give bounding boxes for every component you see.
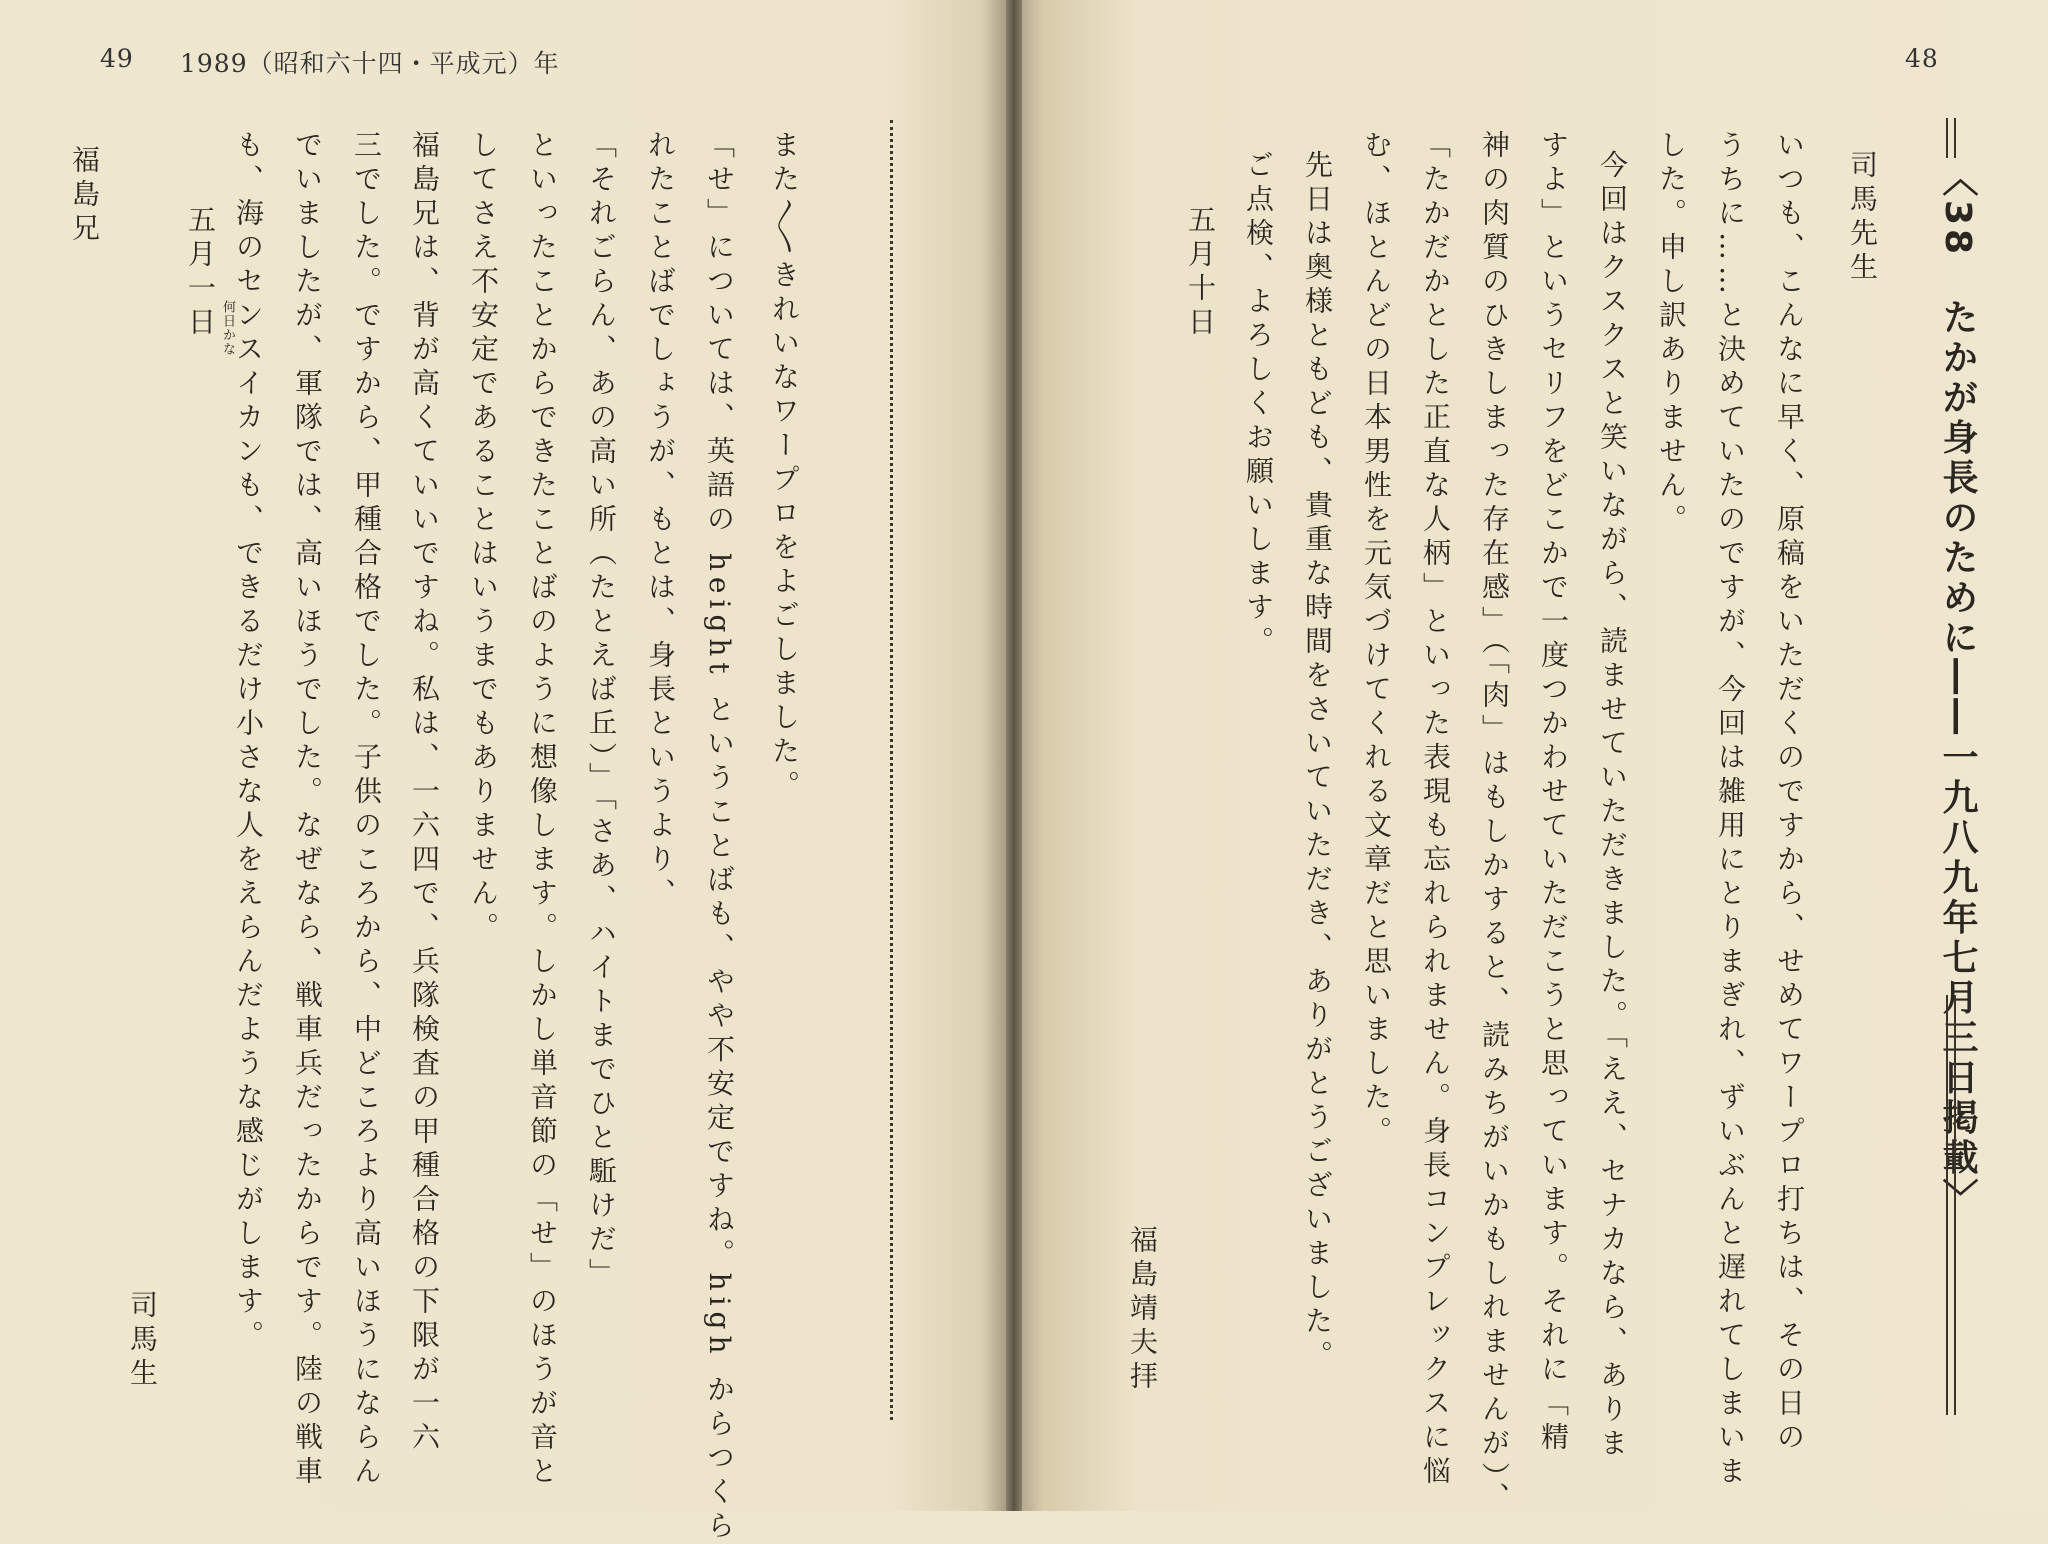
right-text-line: ご点検、よろしくお願いします。 [1242,150,1275,660]
right-text-line: した。申し訳ありません。 [1655,130,1688,538]
title-rule-top [1946,118,1956,158]
right-text-line: む、ほとんどの日本男性を元気づけてくれる文章だと思いました。 [1360,130,1393,1150]
left-text-line: 「それごらん、あの高い所（たとえば丘）」「さあ、ハイトまでひと駈けだ」 [585,130,618,1292]
left-text-line: また〳〵きれいなワープロをよごしました。 [768,130,801,804]
letter-signature: 司馬生 [126,1290,159,1392]
letter-date-right: 五月十日 [1184,205,1217,341]
letter-addressee: 福島兄 [68,145,101,247]
left-text-line: も、海のセンスイカンも、できるだけ小さな人をえらんだような感じがします。 [232,130,265,1354]
right-text-line: うちに……と決めていたのですが、今回は雑用にとりまぎれ、ずいぶんと遅れてしまいま [1714,130,1747,1490]
left-text-line: れたことばでしょうが、もとは、身長というより、 [644,130,677,912]
page-number-left: 49 [100,44,134,73]
right-text-line: 神の肉質のひきしまった存在感」（「肉」はもしかすると、読みちがいかもしれませんが）、 [1478,130,1511,1516]
left-page [0,0,1012,1511]
running-header: 1989（昭和六十四・平成元）年 [180,49,560,78]
right-text-line: いつも、こんなに早く、原稿をいただくのですから、せめてワープロ打ちは、その日の [1773,130,1806,1456]
right-text-line: すよ」というセリフをどこかで一度つかわせていただこうと思っています。それに「精 [1537,130,1570,1456]
section-divider-dotted [890,120,893,1420]
right-text-line: 先日は奥様ともども、貴重な時間をさいていただき、ありがとうございました。 [1301,150,1334,1374]
right-page [1012,0,2048,1511]
left-text-line: 三でした。ですから、甲種合格でした。子供のころから、中どころより高いほうにならん [350,130,383,1490]
left-text-line: 福島兄は、背が高くていいですね。私は、一六四で、兵隊検査の甲種合格の下限が一六 [408,130,441,1456]
title-rule-bottom [1946,995,1956,1415]
left-text-line: でいましたが、軍隊では、高いほうでした。なぜなら、戦車兵だったからです。陸の戦車 [291,130,324,1490]
right-text-line: 「たかだかとした正直な人柄」といった表現も忘れられません。身長コンプレックスに悩 [1419,130,1452,1490]
salutation: 司馬先生 [1846,150,1879,286]
letter-date: 五月一日 [184,205,217,341]
left-text-line: してさえ不安定であることはいうまでもありません。 [467,130,500,946]
date-ruby-note: 何日かな [220,300,235,356]
article-title: 〈38 たかが身長のために――一九八九年七月三日掲載〉 [1937,160,1978,1219]
right-text-line: 今回はクスクスと笑いながら、読ませていただきました。「ええ、セナカなら、ありま [1596,150,1629,1462]
left-text-line: 「せ」については、英語の height ということばも、やや不安定ですね。high からつくら [703,130,736,1544]
letter-signature-right: 福島靖夫拝 [1126,1225,1159,1395]
left-text-line: といったことからできたことばのように想像します。しかし単音節の「せ」のほうが音と [526,130,559,1490]
book-gutter [1006,0,1022,1511]
page-number-right: 48 [1905,44,1939,73]
